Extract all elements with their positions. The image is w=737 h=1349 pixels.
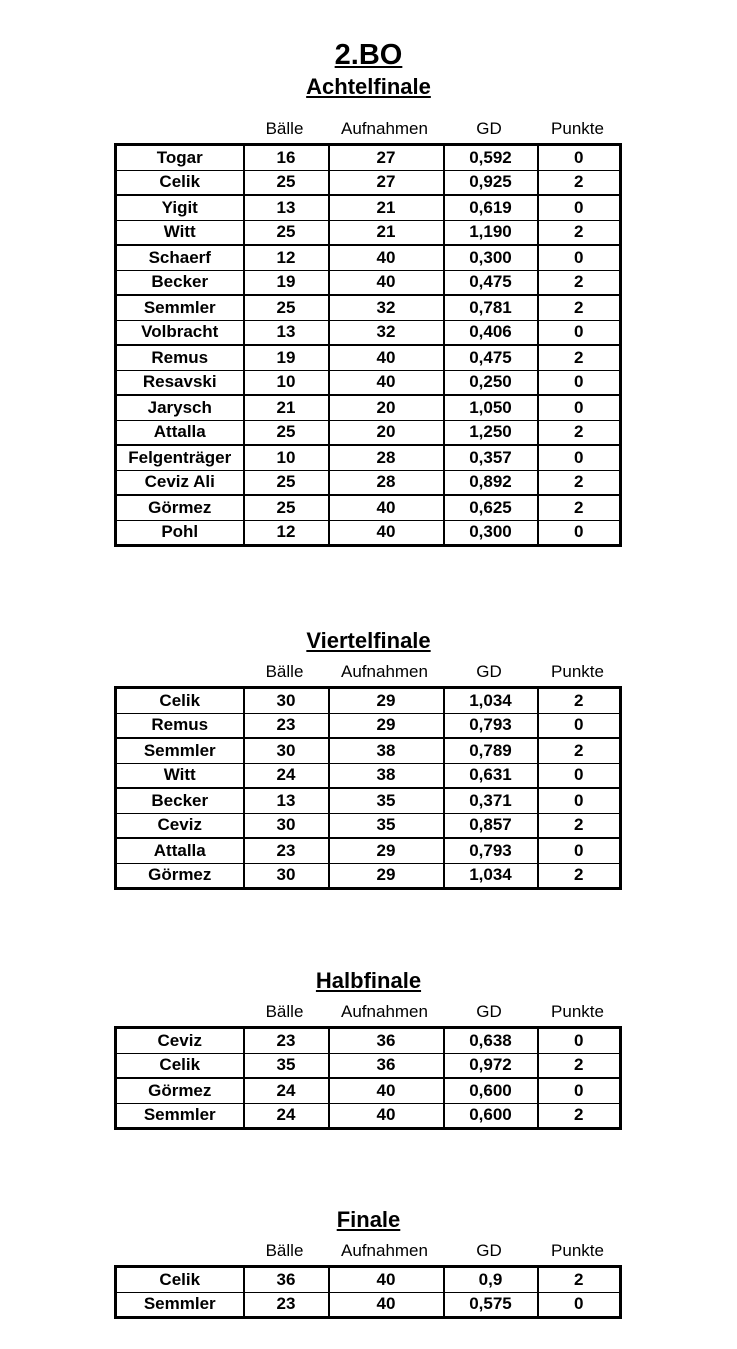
innings-cell: 35 [329,788,444,813]
points-cell: 2 [538,345,621,370]
points-cell: 2 [538,495,621,520]
balls-cell: 10 [244,445,329,470]
innings-cell: 20 [329,395,444,420]
table-row [116,495,621,520]
points-cell: 0 [538,1078,621,1103]
innings-cell: 40 [329,1292,444,1318]
gd-cell: 0,925 [444,170,538,195]
balls-cell: 30 [244,688,329,714]
section-title: Finale [336,1207,401,1232]
balls-cell: 35 [244,1053,329,1078]
player-name: Semmler [116,295,244,320]
innings-cell: 29 [329,838,444,863]
gd-cell: 0,600 [444,1103,538,1129]
player-name: Ceviz [116,813,244,838]
gd-cell: 0,406 [444,320,538,345]
player-name: Semmler [116,1292,244,1318]
gd-cell: 0,793 [444,713,538,738]
table-row [116,1053,621,1078]
balls-cell: 10 [244,370,329,395]
player-name: Ceviz Ali [116,470,244,495]
balls-header: Bälle [265,662,304,681]
gd-cell: 0,600 [444,1078,538,1103]
player-name: Becker [116,270,244,295]
points-cell: 0 [538,370,621,395]
player-name: Görmez [116,863,244,889]
table-row [116,220,621,245]
table-row [116,1078,621,1103]
innings-header: Aufnahmen [341,1002,428,1021]
section-title: Viertelfinale [306,628,431,653]
player-name: Celik [116,1267,244,1293]
results-table [114,143,622,547]
table-row [116,245,621,270]
points-cell: 0 [538,195,621,220]
gd-cell: 1,050 [444,395,538,420]
player-name: Volbracht [116,320,244,345]
innings-cell: 40 [329,370,444,395]
table-row [116,1292,621,1318]
balls-cell: 30 [244,813,329,838]
player-name: Ceviz [116,1028,244,1054]
innings-cell: 38 [329,738,444,763]
innings-cell: 27 [329,170,444,195]
points-cell: 0 [538,320,621,345]
points-cell: 0 [538,838,621,863]
table-row [116,345,621,370]
player-name: Witt [116,763,244,788]
points-cell: 2 [538,1103,621,1129]
player-name: Felgenträger [116,445,244,470]
table-row [116,445,621,470]
innings-cell: 40 [329,245,444,270]
gd-cell: 0,371 [444,788,538,813]
player-name: Remus [116,345,244,370]
balls-cell: 36 [244,1267,329,1293]
innings-cell: 32 [329,320,444,345]
gd-cell: 0,892 [444,470,538,495]
gd-cell: 0,475 [444,345,538,370]
points-cell: 2 [538,1267,621,1293]
player-name: Semmler [116,1103,244,1129]
table-row [116,195,621,220]
player-name: Görmez [116,1078,244,1103]
points-header: Punkte [551,662,604,681]
section-title: Achtelfinale [306,74,431,99]
balls-cell: 25 [244,495,329,520]
points-cell: 2 [538,813,621,838]
innings-cell: 40 [329,345,444,370]
table-row [116,838,621,863]
points-cell: 0 [538,145,621,171]
gd-cell: 0,789 [444,738,538,763]
table-row [116,320,621,345]
player-name: Resavski [116,370,244,395]
player-name: Yigit [116,195,244,220]
points-header: Punkte [551,119,604,138]
table-row [116,763,621,788]
balls-cell: 24 [244,1078,329,1103]
gd-header: GD [476,662,502,681]
balls-cell: 16 [244,145,329,171]
points-cell: 2 [538,270,621,295]
balls-cell: 13 [244,320,329,345]
gd-cell: 0,625 [444,495,538,520]
innings-cell: 29 [329,713,444,738]
gd-header: GD [476,1002,502,1021]
innings-cell: 32 [329,295,444,320]
innings-cell: 29 [329,688,444,714]
innings-cell: 28 [329,470,444,495]
points-cell: 2 [538,738,621,763]
player-name: Jarysch [116,395,244,420]
balls-cell: 30 [244,863,329,889]
innings-cell: 21 [329,220,444,245]
player-name: Attalla [116,838,244,863]
innings-cell: 40 [329,520,444,546]
gd-cell: 0,575 [444,1292,538,1318]
table-row [116,170,621,195]
table-row [116,520,621,546]
balls-cell: 25 [244,220,329,245]
points-header: Punkte [551,1241,604,1260]
innings-cell: 38 [329,763,444,788]
balls-cell: 24 [244,1103,329,1129]
gd-cell: 0,972 [444,1053,538,1078]
player-name: Celik [116,170,244,195]
balls-header: Bälle [265,1002,304,1021]
points-cell: 0 [538,788,621,813]
balls-cell: 19 [244,345,329,370]
points-cell: 2 [538,863,621,889]
balls-cell: 30 [244,738,329,763]
innings-cell: 40 [329,1267,444,1293]
player-name: Celik [116,688,244,714]
gd-cell: 1,034 [444,863,538,889]
innings-cell: 36 [329,1028,444,1054]
results-table [114,686,622,890]
table-row [116,738,621,763]
innings-cell: 40 [329,1103,444,1129]
innings-header: Aufnahmen [341,119,428,138]
innings-cell: 40 [329,270,444,295]
points-cell: 0 [538,1292,621,1318]
gd-cell: 0,631 [444,763,538,788]
gd-cell: 0,592 [444,145,538,171]
table-row [116,295,621,320]
points-cell: 2 [538,295,621,320]
gd-cell: 0,857 [444,813,538,838]
player-name: Attalla [116,420,244,445]
player-name: Celik [116,1053,244,1078]
gd-header: GD [476,1241,502,1260]
table-row [116,813,621,838]
points-cell: 0 [538,445,621,470]
table-row [116,370,621,395]
innings-cell: 35 [329,813,444,838]
gd-cell: 0,357 [444,445,538,470]
balls-cell: 12 [244,520,329,546]
innings-cell: 29 [329,863,444,889]
points-cell: 0 [538,1028,621,1054]
points-cell: 0 [538,763,621,788]
player-name: Schaerf [116,245,244,270]
innings-cell: 21 [329,195,444,220]
innings-cell: 28 [329,445,444,470]
points-cell: 0 [538,713,621,738]
gd-cell: 0,475 [444,270,538,295]
innings-cell: 40 [329,1078,444,1103]
table-row [116,688,621,714]
table-row [116,395,621,420]
balls-cell: 23 [244,1028,329,1054]
balls-cell: 25 [244,295,329,320]
table-row [116,788,621,813]
innings-header: Aufnahmen [341,1241,428,1260]
balls-cell: 23 [244,1292,329,1318]
innings-header: Aufnahmen [341,662,428,681]
table-row [116,145,621,171]
innings-cell: 27 [329,145,444,171]
gd-cell: 0,781 [444,295,538,320]
table-row [116,863,621,889]
player-name: Semmler [116,738,244,763]
points-cell: 0 [538,395,621,420]
table-row [116,1028,621,1054]
points-cell: 2 [538,1053,621,1078]
points-cell: 0 [538,520,621,546]
balls-cell: 25 [244,420,329,445]
gd-cell: 0,619 [444,195,538,220]
gd-cell: 1,190 [444,220,538,245]
points-cell: 2 [538,420,621,445]
player-name: Togar [116,145,244,171]
gd-cell: 1,250 [444,420,538,445]
results-table [114,1026,622,1130]
balls-cell: 23 [244,838,329,863]
table-row [116,270,621,295]
balls-header: Bälle [265,1241,304,1260]
points-cell: 2 [538,470,621,495]
innings-cell: 20 [329,420,444,445]
points-cell: 2 [538,220,621,245]
gd-cell: 0,793 [444,838,538,863]
table-row [116,1103,621,1129]
balls-cell: 24 [244,763,329,788]
innings-cell: 36 [329,1053,444,1078]
balls-cell: 25 [244,170,329,195]
balls-cell: 13 [244,788,329,813]
balls-cell: 21 [244,395,329,420]
gd-cell: 0,250 [444,370,538,395]
balls-cell: 25 [244,470,329,495]
points-header: Punkte [551,1002,604,1021]
gd-cell: 0,638 [444,1028,538,1054]
points-cell: 2 [538,170,621,195]
gd-cell: 1,034 [444,688,538,714]
table-row [116,1267,621,1293]
document-title: 2.BO [334,39,403,71]
balls-cell: 12 [244,245,329,270]
balls-cell: 19 [244,270,329,295]
player-name: Pohl [116,520,244,546]
gd-cell: 0,9 [444,1267,538,1293]
gd-header: GD [476,119,502,138]
balls-cell: 23 [244,713,329,738]
gd-cell: 0,300 [444,245,538,270]
table-row [116,470,621,495]
table-row [116,713,621,738]
innings-cell: 40 [329,495,444,520]
player-name: Remus [116,713,244,738]
gd-cell: 0,300 [444,520,538,546]
points-cell: 0 [538,245,621,270]
player-name: Becker [116,788,244,813]
balls-header: Bälle [265,119,304,138]
points-cell: 2 [538,688,621,714]
player-name: Witt [116,220,244,245]
table-row [116,420,621,445]
section-title: Halbfinale [315,968,422,993]
results-table [114,1265,622,1319]
player-name: Görmez [116,495,244,520]
balls-cell: 13 [244,195,329,220]
